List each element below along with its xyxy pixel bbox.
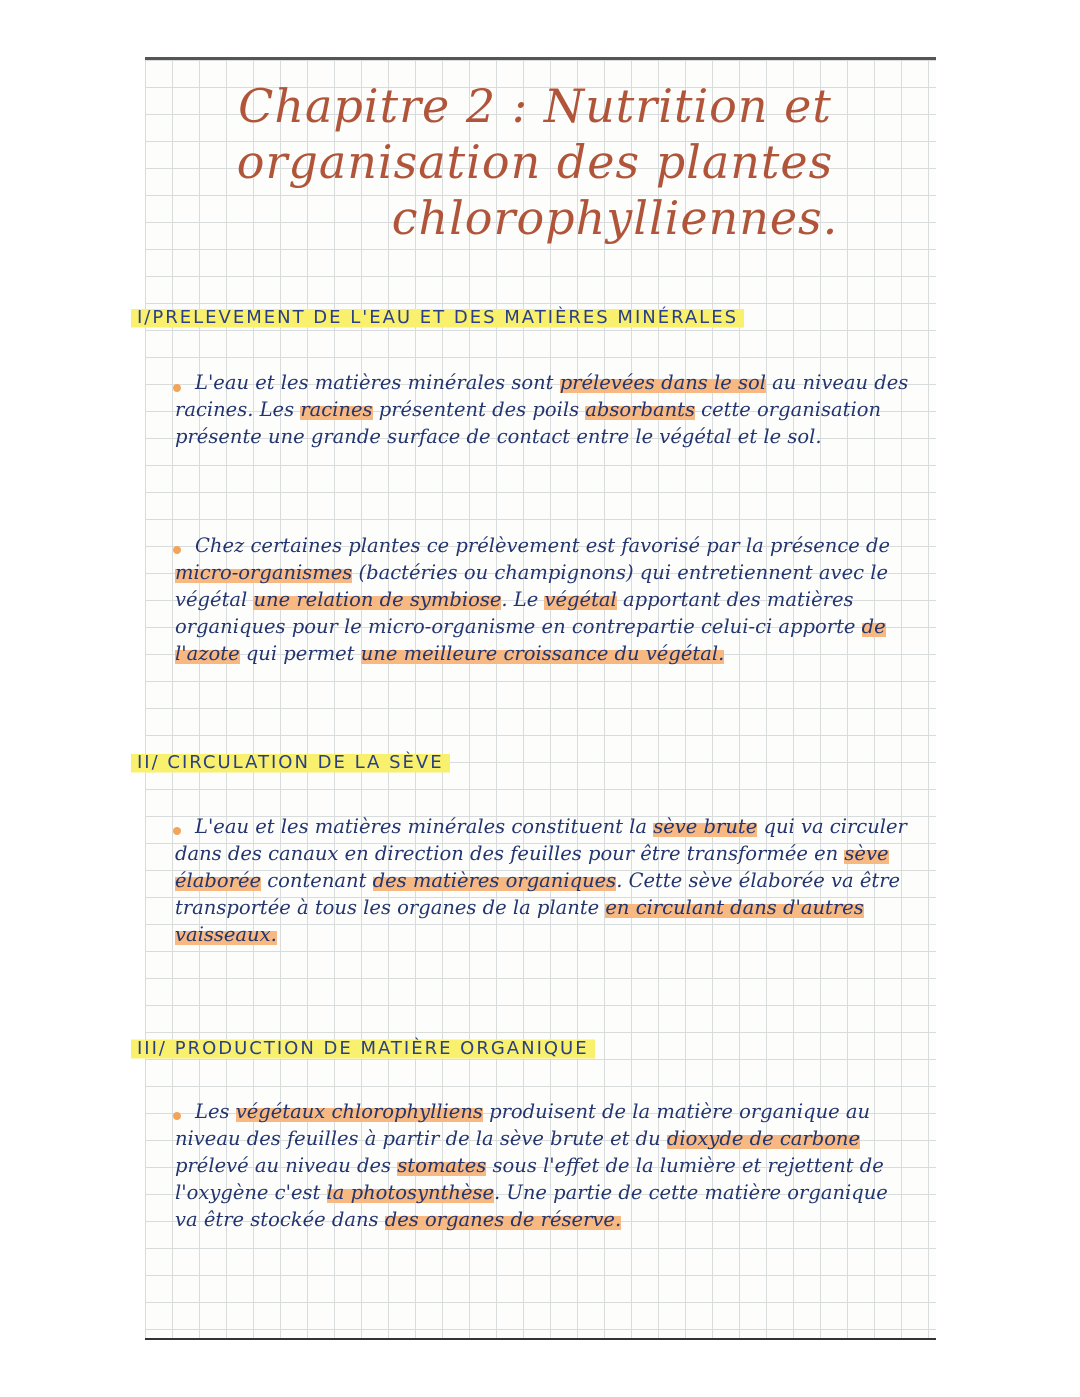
notebook-page xyxy=(137,57,936,1340)
section-2-paragraph-1: L'eau et les matières minérales constituent la sève brute qui va circuler dans des canaux en direction des feuilles pour être transformée en sève élaborée contenant des matières organiques. Cette sève élaborée va être transportée à tous les organes de la plante en circulant dans d'autres vaisseaux. xyxy=(175,815,907,946)
title-line-2: organisation des plantes xyxy=(236,135,834,189)
title-line-1: Chapitre 2 : Nutrition et xyxy=(238,79,832,133)
section-1-paragraph-2: Chez certaines plantes ce prélèvement est favorisé par la présence de micro-organismes (bactéries ou champignons) qui entretiennent avec le végétal une relation de symbiose. Le végétal apportant des matières organiques pour le micro-organisme en contrepartie celui-ci apporte de l'azote qui permet une meilleure croissance du végétal. xyxy=(175,534,891,665)
title-line-3: chlorophylliennes. xyxy=(391,191,839,245)
section-3-paragraph-1: Les végétaux chlorophylliens produisent de la matière organique au niveau des feuilles à partir de la sève brute et du dioxyde de carbone prélevé au niveau des stomates sous l'effet de la lumière et rejettent de l'oxygène c'est la photosynthèse. Une partie de cette matière organique va être stockée dans des organes de réserve. xyxy=(175,1100,888,1231)
section-3-heading: III/ PRODUCTION DE MATIÈRE ORGANIQUE xyxy=(131,1036,595,1061)
section-1-paragraph-1: L'eau et les matières minérales sont prélevées dans le sol au niveau des racines. Les racines présentent des poils absorbants cette organisation présente une grande surface de contact entre le végétal et le sol. xyxy=(175,371,909,448)
section-1-heading: I/PRELEVEMENT DE L'EAU ET DES MATIÈRES MINÉRALES xyxy=(131,305,744,330)
section-2-heading: II/ CIRCULATION DE LA SÈVE xyxy=(131,750,450,775)
page-title xyxy=(185,78,885,246)
